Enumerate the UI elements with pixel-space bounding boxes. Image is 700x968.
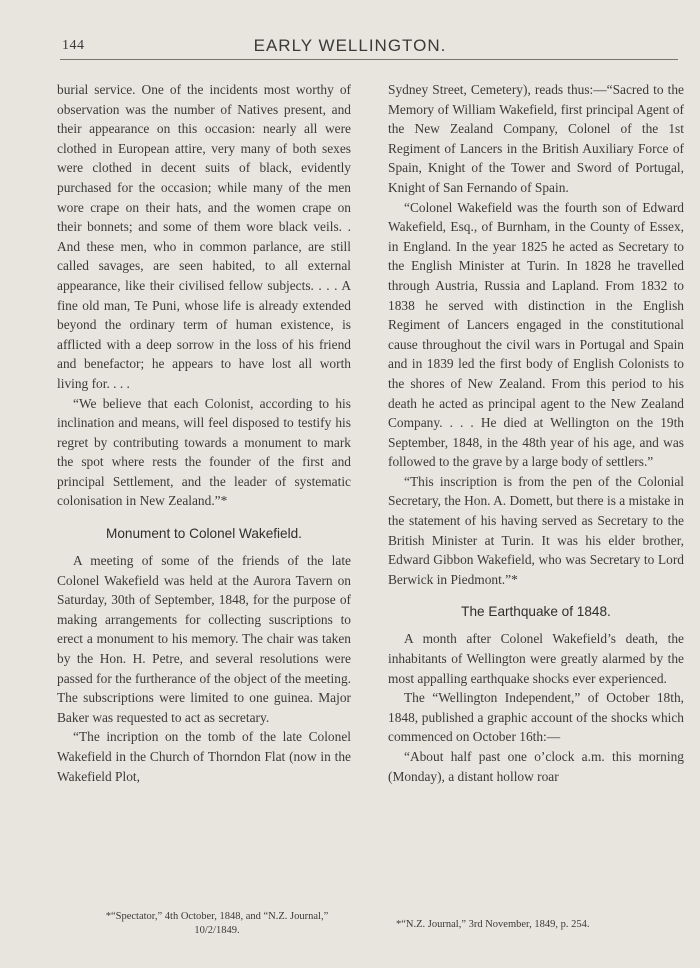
left-paragraph-1: burial service. One of the incidents most worthy of observation was the number of Natives present, and their appearance on this occasion: nearly all were clothed in European attire, very many of both sexes were clothed in decent suits of black, evidently purchased for the occasion; while many of the men wore crape on their hats, and the women crape on their bonnets; and some of them wore black veils. . And these men, who in common parlance, are still called savages, are seen habited, to all external appearance, like their civilised fellow subjects. . . . A fine old man, Te Puni, whose life is already extended beyond the ordinary term of human existence, is afflicted with a deep sorrow in the loss of his friend and benefactor; he appears to have lost all worth living for. . . . [57,82,351,391]
right-paragraph-2: “Colonel Wakefield was the fourth son of Edward Wakefield, Esq., of Burnham, in the County of Essex, in England. In the year 1825 he acted as Secretary to the English Minister at Turin. In 1828 he travelled through Austria, Russia and Lapland. From 1832 to 1838 he served with distinction in the English Regiment of Lancers engaged in the constitutional cause throughout the civil wars in Portugal and Spain and in 1839 led the first body of English Colonists to the shores of New Zealand. From this period to his death he acted as principal agent to the New Zealand Company. . . . He died at Wellington on the 19th September, 1848, in the 48th year of his age, and was followed to the grave by a large body of settlers.” [388,199,684,470]
header-rule [60,59,678,60]
footnote-left: *“Spectator,” 4th October, 1848, and “N.Z. Journal,” 10/2/1849. [105,911,329,936]
right-column [388,80,684,786]
left-column [57,80,351,786]
earthquake-paragraph-2: The “Wellington Independent,” of October 18th, 1848, published a graphic account of the shocks which commenced on October 16th:— [388,690,684,745]
right-paragraph-1: Sydney Street, Cemetery), reads thus:—“Sacred to the Memory of William Wakefield, first principal Agent of the New Zealand Company, Colonel of the 1st Regiment of Lancers in the British Auxiliary Force of Spain, Knight of the Tower and Sword of Portugal, Knight of San Fernando of Spain. [388,82,684,195]
left-paragraph-2: “We believe that each Colonist, according to his inclination and means, will feel disposed to testify his regret by contributing towards a monument to mark the spot where rests the founder of the first and principal Settlement, and the leader of systematic colonisation in New Zealand.”* [57,395,351,509]
earthquake-paragraph-3: “About half past one o’clock a.m. this morning (Monday), a distant hollow roar [388,749,684,784]
heading-earthquake: The Earthquake of 1848. [461,604,611,620]
right-paragraph-3: “This inscription is from the pen of the Colonial Secretary, the Hon. A. Domett, but there is a mistake in the statement of his having served as Secretary to the British Minister at Turin. It was his elder brother, Edward Gibbon Wakefield, who was Secretary to Lord Berwick in Piedmont.”* [388,473,684,587]
running-title: EARLY WELLINGTON. [253,36,447,55]
footnote-right: *“N.Z. Journal,” 3rd November, 1849, p. 254. [396,919,590,930]
heading-monument: Monument to Colonel Wakefield. [106,526,302,542]
page-number: 144 [62,38,85,53]
monument-paragraph-2: “The incription on the tomb of the late Colonel Wakefield in the Church of Thorndon Flat (now in the Wakefield Plot, [57,729,351,784]
monument-paragraph-1: A meeting of some of the friends of the late Colonel Wakefield was held at the Aurora Tavern on Saturday, 30th of September, 1848, for the purpose of making arrangements for collecting suscriptions to erect a monument to his memory. The chair was taken by the Hon. H. Petre, and several resolutions were passed for the furtherance of the object of the meeting. The subscriptions were limited to one guinea. Major Baker was requested to act as secretary. [57,553,351,725]
earthquake-paragraph-1: A month after Colonel Wakefield’s death, the inhabitants of Wellington were greatly alarmed by the most appalling earthquake shocks ever experienced. [388,631,684,686]
